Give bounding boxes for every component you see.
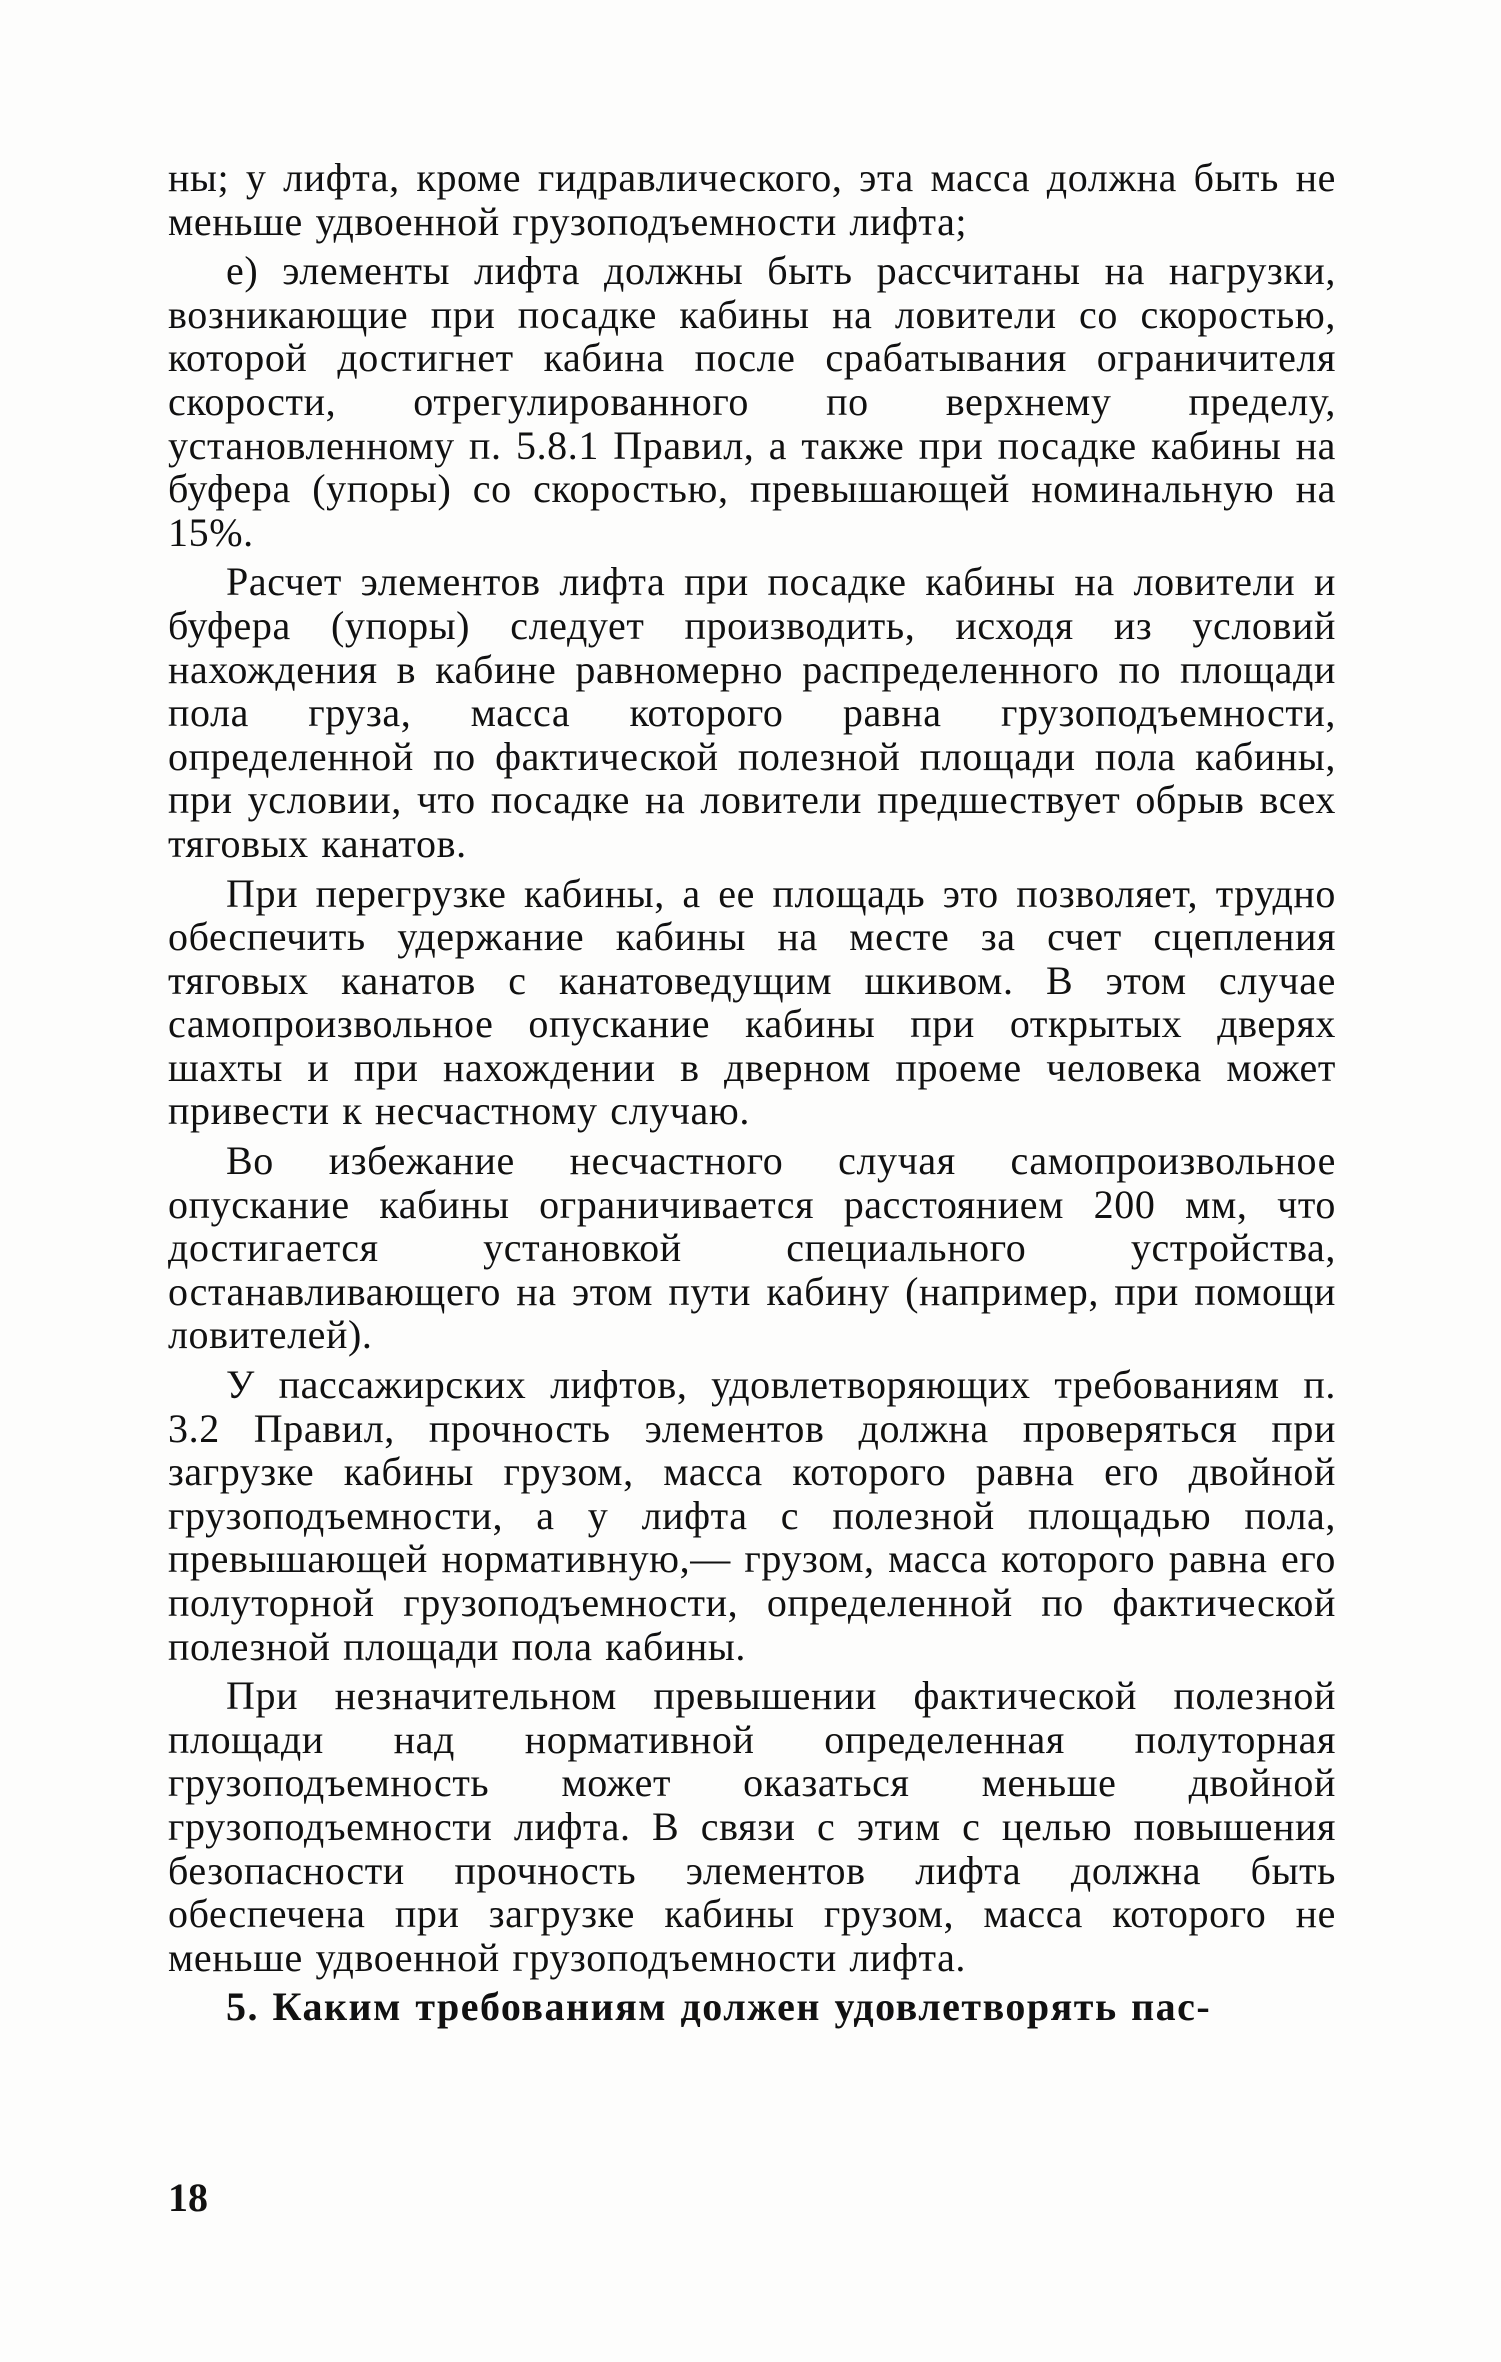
paragraph-calculation: Расчет элементов лифта при посадке кабины на ловители и буфера (упоры) следует производить, исходя из условий нахождения в кабине равномерно распределенного по площади пола груза, масса которого равна грузоподъемности, определенной по фактической полезной площади пола кабины, при условии, что посадке на ловители предшествует обрыв всех тяговых канатов. — [168, 559, 1336, 866]
paragraph-avoidance: Во избежание несчастного случая самопроизвольное опускание кабины ограничивается расстоянием 200 мм, что достигается установкой специального устройства, останавливающего на этом пути кабину (например, при помощи ловителей). — [168, 1138, 1336, 1358]
body-text — [168, 156, 1336, 2035]
paragraph-passenger-lifts: У пассажирских лифтов, удовлетворяющих требованиям п. 3.2 Правил, прочность элементов должна проверяться при загрузке кабины грузом, масса которого равна его двойной грузоподъемности, а у лифта с полезной площадью пола, превышающей нормативную,— грузом, масса которого равна его полуторной грузоподъемности, определенной по фактической полезной площади пола кабины. — [168, 1362, 1336, 1669]
page-number: 18 — [168, 2175, 208, 2220]
paragraph-continuation: ны; у лифта, кроме гидравлического, эта масса должна быть не меньше удвоенной грузоподъемности лифта; — [168, 155, 1336, 244]
paragraph-overload: При перегрузке кабины, а ее площадь это позволяет, трудно обеспечить удержание кабины на месте за счет сцепления тяговых канатов с канатоведущим шкивом. В этом случае самопроизвольное опускание кабины при открытых дверях шахты и при нахождении в дверном проеме человека может привести к несчастному случаю. — [168, 870, 1336, 1134]
paragraph-item-e: е) элементы лифта должны быть рассчитаны на нагрузки, возникающие при посадке кабины на ловители со скоростью, которой достигнет кабина после срабатывания ограничителя скорости, отрегулированного по верхнему пределу, установленному п. 5.8.1 Правил, а также при посадке кабины на буфера (упоры) со скоростью, превышающей номинальную на 15%. — [168, 248, 1336, 555]
section-heading: 5. Каким требованиям должен удовлетворять пас- — [226, 1984, 1212, 2030]
paragraph-area-excess: При незначительном превышении фактической полезной площади над нормативной определенная полуторная грузоподъемность может оказаться меньше двойной грузоподъемности лифта. В связи с этим с целью повышения безопасности прочность элементов лифта должна быть обеспечена при загрузке кабины грузом, масса которого не меньше удвоенной грузоподъемности лифта. — [168, 1673, 1336, 1980]
